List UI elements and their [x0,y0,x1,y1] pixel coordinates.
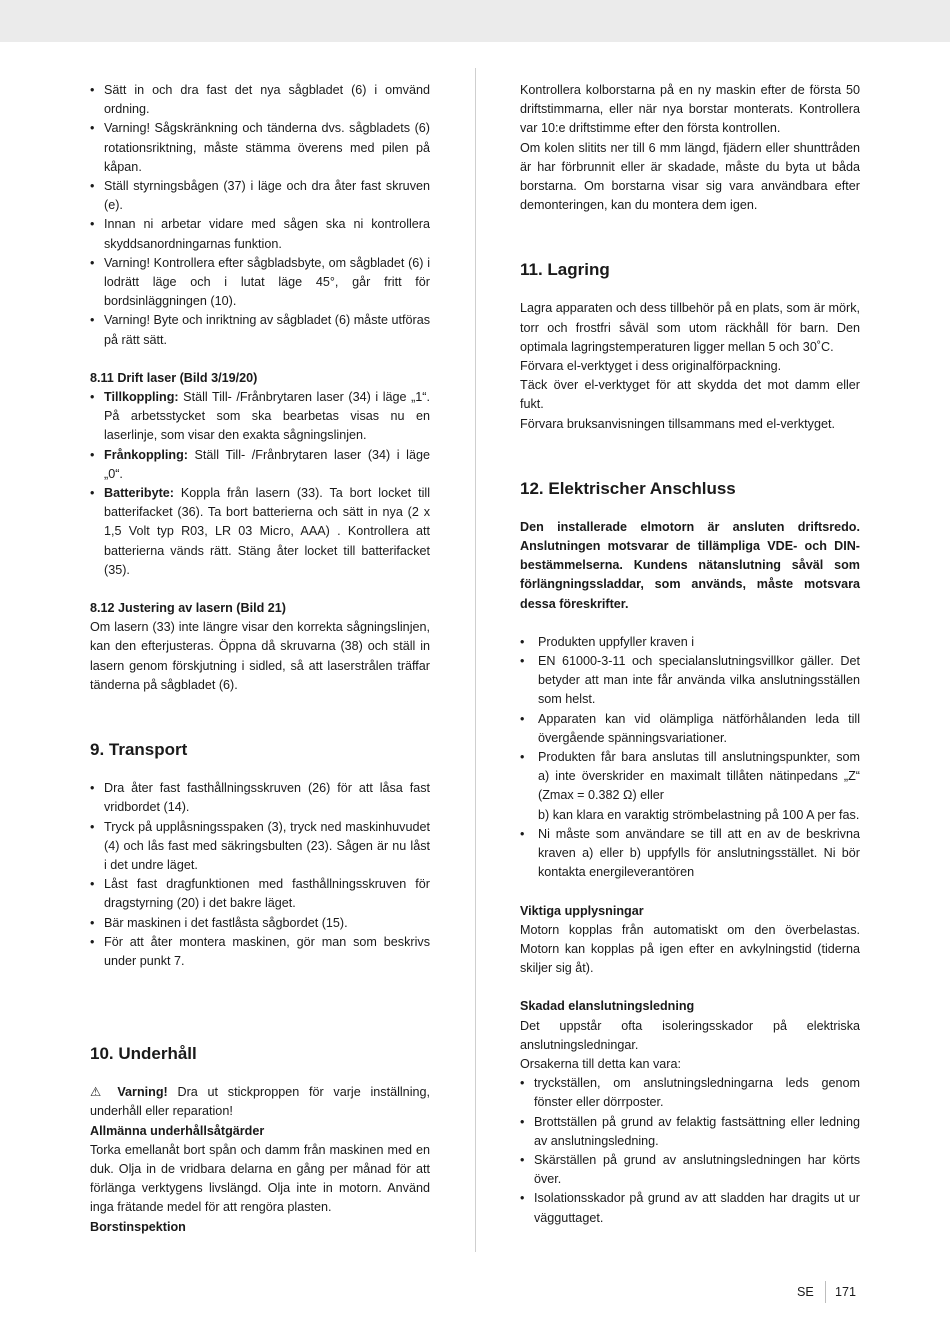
warning-label: Varning! [117,1085,168,1100]
list-item: • Brottställen på grund av felaktig fastsättning eller ledning av anslutningsledning. [520,1113,860,1151]
language-code: SE [797,1285,814,1299]
storage-heading: 11. Lagring [520,260,610,280]
laser-operation-list [90,388,430,580]
transport-list [90,779,430,971]
item-text: Ställ Till- /Frånbrytaren laser (34) i läge „1“. På arbetsstycket som ska bearbetas visas nu en laserlinje, som visar den exakta sågningslinjen. [104,390,430,443]
list-item: • Produkten uppfyller kraven i [520,633,860,652]
general-maintenance-text: Torka emellanåt bort spån och damm från maskinen med en duk. Olja in de vridbara delarna en gång per månad för att förlänga verktygens livslängd. Olja inte in motorn. Använd inga frätande medel för att rengöra plasten. [90,1142,430,1215]
general-maintenance-title: Allmänna underhållsåtgärder [90,1123,265,1138]
left-column [90,81,430,1237]
list-item: • EN 61000-3-11 och specialanslutningsvillkor gäller. Det betyder att man inte får använda vilka anslutningsställen som helst. [520,652,860,710]
item-text: Ställ Till- /Frånbrytaren laser (34) i läge „0“. [104,447,430,481]
column-divider [475,68,476,1252]
electrical-list [520,633,860,883]
list-item: • Varning! Kontrollera efter sågbladsbyte, om sågbladet (6) i lodrätt läge och i lutat läge 45°, går fritt för bordsinläggningen (10). [90,254,430,312]
item-label: Batteribyte: [104,486,174,501]
list-item: • Innan ni arbetar vidare med sågen ska ni kontrollera skyddsanordningarnas funktion. [90,215,430,253]
item-text: Koppla från lasern (33). Ta bort locket till batterifacket (36). Ta bort batterierna och sätt in nya (2 x 1,5 Volt typ R03, LR 03 Micro, AAA) . Kontrollera att batterierna vänds rätt. Stäng åter locket till batterifacket (35). [104,486,430,577]
list-item: • Bär maskinen i det fastlåsta sågbordet (15). [90,914,430,933]
list-item: • Ni måste som användare se till att en av de beskrivna kraven a) eller b) uppfylls för anslutningsstället. Ni bör kontakta energileverantören [520,825,860,883]
brush-inspection-title: Borstinspektion [90,1219,186,1234]
footer-divider [825,1281,826,1303]
storage-text-3: Täck över el-verktyget för att skydda det mot damm eller fukt. [520,378,860,412]
list-item [90,484,430,580]
list-item: • Ställ styrningsbågen (37) i läge och dra åter fast skruven (e). [90,177,430,215]
saw-blade-steps-list [90,81,430,350]
storage-text-4: Förvara bruksanvisningen tillsammans med el-verktyget. [520,416,835,431]
maintenance-heading: 10. Underhåll [90,1044,197,1064]
list-item: • Dra åter fast fasthållningsskruven (26) för att låsa fast vridbordet (14). [90,779,430,817]
list-item: • Låst fast dragfunktionen med fasthållningsskruven för dragstyrning (20) i det bakre läget. [90,875,430,913]
brush-text-2: Om kolen slitits ner till 6 mm längd, fjädern eller shunttråden är har förbrunnit eller är skadade, måste du byta ut båda borstarna. Om borstarna visar sig vara användbara efter demonteringen, kan du montera dem igen. [520,140,860,213]
maintenance-warning [90,1083,430,1121]
list-item: • tryckställen, om anslutningsledningarna leds genom fönster eller dörrposter. [520,1074,860,1112]
list-item: • Isolationsskador på grund av att sladden har dragits ut ur vägguttaget. [520,1189,860,1227]
list-item: • Varning! Sågskränkning och tänderna dvs. sågbladets (6) rotationsriktning, måste stämma överens med pilen på kåpan. [90,119,430,177]
storage-text-2: Förvara el-verktyget i dess originalförpackning. [520,359,782,374]
list-item [90,446,430,484]
list-item: • Varning! Byte och inriktning av sågbladet (6) måste utföras på rätt sätt. [90,311,430,349]
important-info-title: Viktiga upplysningar [520,903,644,918]
item-label: Frånkoppling: [104,447,188,462]
list-item: • Sätt in och dra fast det nya sågbladet (6) i omvänd ordning. [90,81,430,119]
section-8-12-title: 8.12 Justering av lasern (Bild 21) [90,601,286,616]
header-band [0,0,950,42]
list-item: • Apparaten kan vid olämpliga nätförhålanden leda till övergående spänningsvariationer. [520,710,860,748]
electrical-heading: 12. Elektrischer Anschluss [520,478,736,498]
damaged-cable-text-1: Det uppstår ofta isoleringsskador på elektriska anslutningsledningar. [520,1018,860,1052]
page-number: 171 [835,1285,857,1299]
warning-text: Dra ut stickproppen för varje inställning, underhåll eller reparation! [90,1085,430,1119]
list-item [520,748,860,825]
section-8-12-text: Om lasern (33) inte längre visar den korrekta sågningslinjen, kan den efterjusteras. Öppna då skruvarna (38) och ställ in lasern genom förskjutning i sidled, så att laserstrålen träffar tänderna på sågbladet (6). [90,620,430,692]
section-8-11-title: 8.11 Drift laser (Bild 3/19/20) [90,370,258,385]
electrical-intro: Den installerade elmotorn är ansluten driftsredo. Anslutningen motsvarar de tillämpliga VDE- och DIN-bestämmelserna. Kundens nätanslutning såväl som förlängningssladdar, som används, måste motsvara dessa föreskrifter. [520,519,860,611]
list-item: • För att åter montera maskinen, gör man som beskrivs under punkt 7. [90,933,430,971]
list-item: • Skärställen på grund av anslutningsledningen har körts över. [520,1151,860,1189]
warning-icon: ⚠ [90,1085,108,1100]
list-item: • Tryck på upplåsningsspaken (3), tryck ned maskinhuvudet (4) och lås fast med säkringsbulten (23). Sågen är nu låst i det undre läget. [90,818,430,876]
storage-text-1: Lagra apparaten och dess tillbehör på en plats, som är mörk, torr och frostfri såväl som utom räckhåll för barn. Den optimala lagringstemperaturen ligger mellan 5 och 30˚C. [520,301,860,354]
item-text-b: b) kan klara en varaktig strömbelastning på 100 A per fas. [538,807,860,822]
transport-heading: 9. Transport [90,740,188,760]
damage-causes-list [520,1074,860,1228]
important-info-text: Motorn kopplas från automatiskt om den överbelastas. Motorn kan kopplas på igen efter en avkylningstid (tiderna skiljer sig åt). [520,922,860,976]
item-label: Tillkoppling: [104,390,179,405]
right-column [520,81,860,1228]
list-item [90,388,430,446]
damaged-cable-title: Skadad elanslutningsledning [520,999,695,1014]
damaged-cable-text-2: Orsakerna till detta kan vara: [520,1056,681,1071]
item-text: Produkten får bara anslutas till anslutningspunkter, som a) inte överskrider en maximalt tillåten nätinpedans „Z“ (Zmax = 0.382 Ω) eller [538,750,860,803]
brush-text-1: Kontrollera kolborstarna på en ny maskin efter de första 50 driftstimmarna, eller när nya borstar monterats. Kontrollera var 10:e driftstimme efter den första kontrollen. [520,83,860,136]
